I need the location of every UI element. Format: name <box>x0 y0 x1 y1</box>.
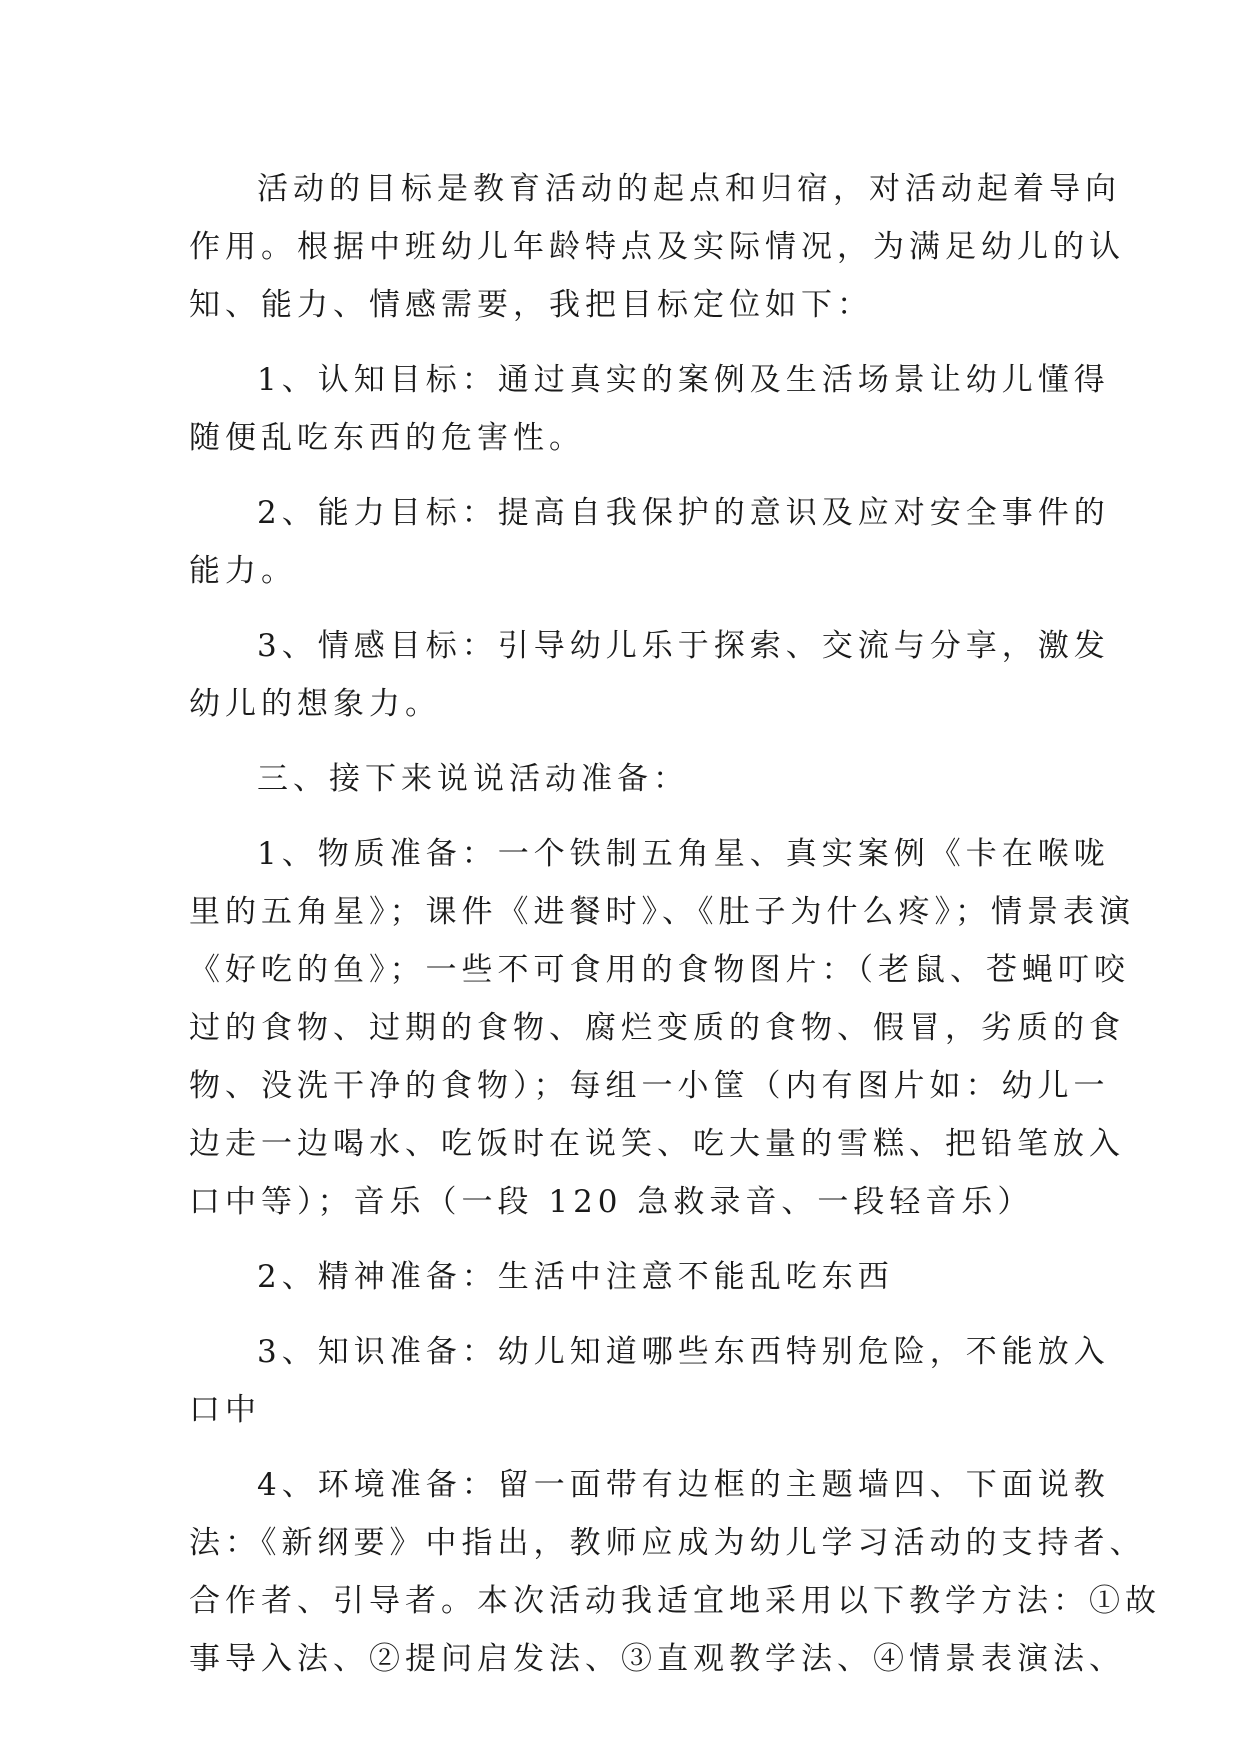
text-line: 作用。根据中班幼儿年龄特点及实际情况，为满足幼儿的认 <box>189 229 1125 265</box>
text-line: 3、情感目标：引导幼儿乐于探索、交流与分享，激发 <box>257 628 1110 664</box>
paragraph-gap <box>189 733 1079 750</box>
paragraph <box>189 1323 1110 1439</box>
document-body <box>189 160 1161 1688</box>
text-line: 幼儿的想象力。 <box>189 686 441 722</box>
text-line: 活动的目标是教育活动的起点和归宿，对活动起着导向 <box>257 171 1121 207</box>
paragraph <box>189 1456 1161 1688</box>
section-heading <box>189 750 1079 808</box>
paragraph-gap <box>189 1306 1079 1323</box>
paragraph-gap <box>189 600 1079 617</box>
text-line: 边走一边喝水、吃饭时在说笑、吃大量的雪糕、把铅笔放入 <box>189 1126 1125 1162</box>
text-line: 里的五角星》；课件《进餐时》、《肚子为什么疼》；情景表演 <box>189 894 1135 930</box>
text-line: 知、能力、情感需要，我把目标定位如下： <box>189 287 873 323</box>
paragraph-gap <box>189 334 1079 351</box>
text-line: 1、认知目标：通过真实的案例及生活场景让幼儿懂得 <box>257 362 1110 398</box>
text-line: 过的食物、过期的食物、腐烂变质的食物、假冒，劣质的食 <box>189 1010 1125 1046</box>
paragraph-gap <box>189 808 1079 825</box>
paragraph <box>189 160 1125 334</box>
paragraph <box>189 351 1110 467</box>
paragraph <box>189 484 1110 600</box>
text-line: 口中等）；音乐（一段 120 急救录音、一段轻音乐） <box>189 1184 1034 1220</box>
text-line: 口中 <box>189 1392 261 1428</box>
paragraph-gap <box>189 467 1079 484</box>
paragraph-gap <box>189 1231 1079 1248</box>
paragraph-gap <box>189 1439 1079 1456</box>
text-line: 2、精神准备：生活中注意不能乱吃东西 <box>257 1259 894 1295</box>
text-line: 随便乱吃东西的危害性。 <box>189 420 585 456</box>
text-line: 3、知识准备：幼儿知道哪些东西特别危险，不能放入 <box>257 1334 1110 1370</box>
text-line: 物、没洗干净的食物）；每组一小筐（内有图片如：幼儿一 <box>189 1068 1110 1104</box>
text-line: 能力。 <box>189 553 297 589</box>
text-line: 1、物质准备：一个铁制五角星、真实案例《卡在喉咙 <box>257 836 1110 872</box>
text-line: 法：《新纲要》中指出，教师应成为幼儿学习活动的支持者、 <box>189 1525 1146 1561</box>
text-line: 《好吃的鱼》；一些不可食用的食物图片：（老鼠、苍蝇叮咬 <box>189 952 1130 988</box>
text-line: 三、接下来说说活动准备： <box>257 761 689 797</box>
text-line: 2、能力目标：提高自我保护的意识及应对安全事件的 <box>257 495 1110 531</box>
paragraph <box>189 1248 1079 1306</box>
paragraph <box>189 617 1110 733</box>
text-line: 合作者、引导者。本次活动我适宜地采用以下教学方法：①故 <box>189 1583 1161 1619</box>
text-line: 4、环境准备：留一面带有边框的主题墙四、下面说教 <box>257 1467 1110 1503</box>
paragraph <box>189 825 1135 1231</box>
text-line: 事导入法、②提问启发法、③直观教学法、④情景表演法、 <box>189 1641 1125 1677</box>
